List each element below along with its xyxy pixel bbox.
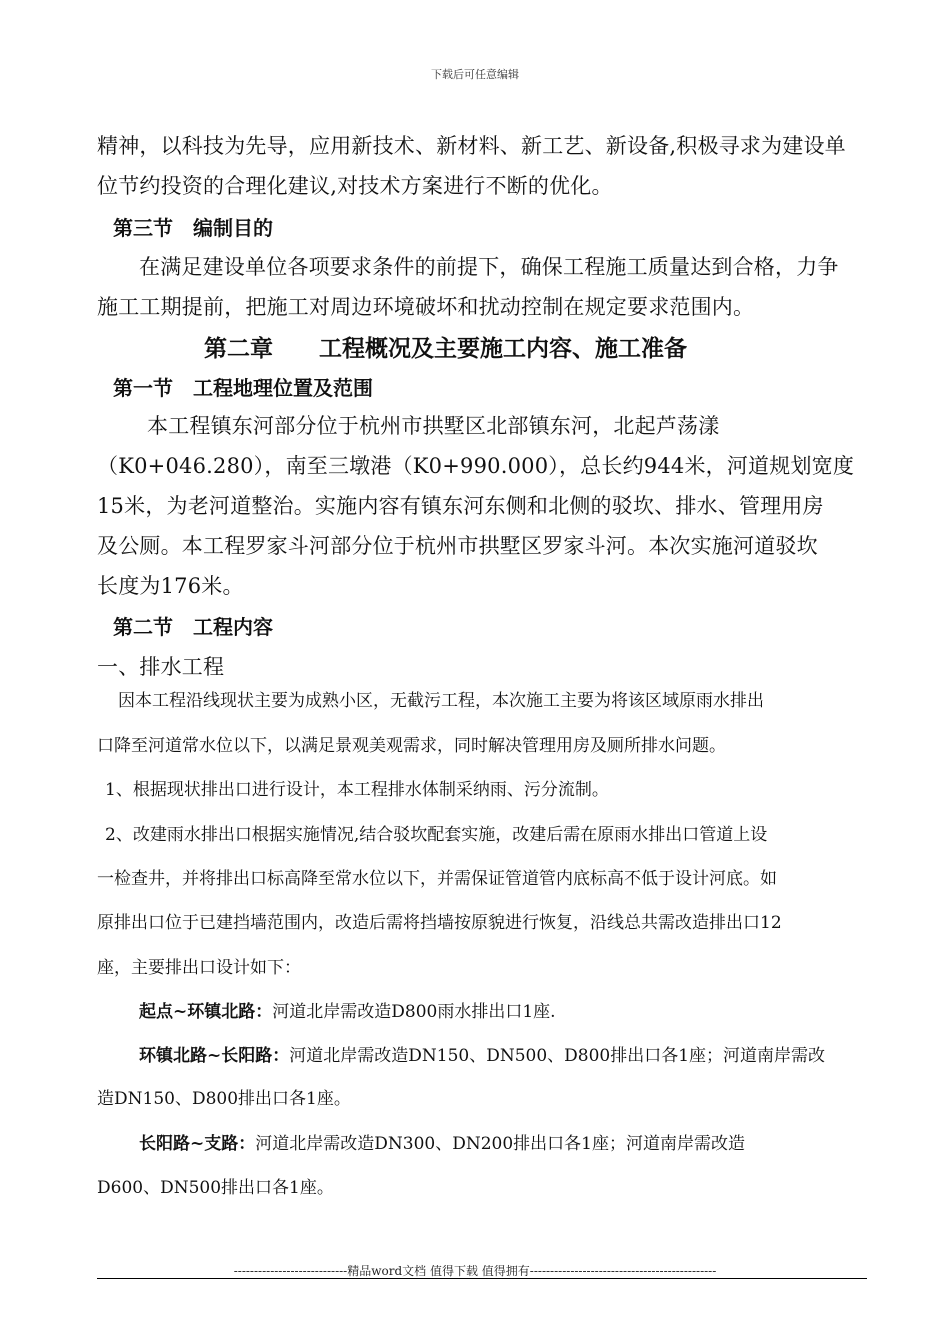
section-3-title: 第三节 编制目的: [113, 216, 273, 240]
paragraph-line: 在满足建设单位各项要求条件的前提下，确保工程施工质量达到合格，力争: [139, 255, 839, 279]
paragraph-line: 15米，为老河道整治。实施内容有镇东河东侧和北侧的驳坎、排水、管理用房: [97, 494, 824, 518]
section-1-title: 第一节 工程地理位置及范围: [113, 376, 373, 400]
segment-1-label: 起点~环镇北路：: [139, 1002, 273, 1022]
segment-3-label: 长阳路~支路：: [139, 1134, 256, 1154]
footer-rule: [97, 1278, 867, 1279]
section-2-title: 第二节 工程内容: [113, 615, 273, 639]
segment-2-text: 河道北岸需改造DN150、DN500、D800排出口各1座；河道南岸需改: [289, 1046, 826, 1066]
list-item-2-line: 2、改建雨水排出口根据实施情况,结合驳坎配套实施，改建后需在原雨水排出口管道上设: [105, 825, 768, 845]
paragraph-line: 口降至河道常水位以下，以满足景观美观需求，同时解决管理用房及厕所排水问题。: [97, 736, 726, 756]
subsection-title: 一、排水工程: [97, 655, 225, 679]
segment-1: [139, 997, 556, 1022]
list-item-1: 1、根据现状排出口进行设计，本工程排水体制采纳雨、污分流制。: [105, 780, 609, 800]
chapter-2-title: 第二章 工程概况及主要施工内容、施工准备: [204, 336, 687, 362]
list-item-2-line: 原排出口位于已建挡墙范围内，改造后需将挡墙按原貌进行恢复，沿线总共需改造排出口12: [97, 913, 782, 933]
segment-2-continued: 造DN150、D800排出口各1座。: [97, 1089, 351, 1109]
segment-1-text: 河道北岸需改造D800雨水排出口1座.: [272, 1002, 556, 1022]
paragraph-line: 及公厕。本工程罗家斗河部分位于杭州市拱墅区罗家斗河。本次实施河道驳坎: [97, 534, 818, 558]
segment-3-text: 河道北岸需改造DN300、DN200排出口各1座；河道南岸需改造: [255, 1134, 745, 1154]
segment-2: [139, 1041, 825, 1066]
paragraph-line: （K0+046.280），南至三墩港（K0+990.000），总长约944米，河道规划宽度: [97, 454, 855, 478]
page-footer: ----------------------------精品word文档 值得下载 值得拥有----------------------------------------------: [233, 1264, 717, 1278]
paragraph-line: 施工工期提前，把施工对周边环境破坏和扰动控制在规定要求范围内。: [97, 295, 755, 319]
paragraph-line: 精神，以科技为先导，应用新技术、新材料、新工艺、新设备,积极寻求为建设单: [97, 134, 846, 158]
paragraph-line: 长度为176米。: [97, 574, 244, 598]
paragraph-line: 位节约投资的合理化建议,对技术方案进行不断的优化。: [97, 174, 613, 198]
segment-2-label: 环镇北路~长阳路：: [139, 1046, 290, 1066]
segment-3-continued: D600、DN500排出口各1座。: [97, 1178, 334, 1198]
paragraph-line: 本工程镇东河部分位于杭州市拱墅区北部镇东河，北起芦荡漾: [147, 414, 720, 438]
paragraph-line: 因本工程沿线现状主要为成熟小区，无截污工程，本次施工主要为将该区域原雨水排出: [118, 691, 764, 711]
segment-3: [139, 1129, 745, 1154]
list-item-2-line: 座，主要排出口设计如下：: [97, 958, 301, 978]
page-header: 下载后可任意编辑: [431, 68, 519, 81]
list-item-2-line: 一检查井，并将排出口标高降至常水位以下，并需保证管道管内底标高不低于设计河底。如: [97, 869, 777, 889]
